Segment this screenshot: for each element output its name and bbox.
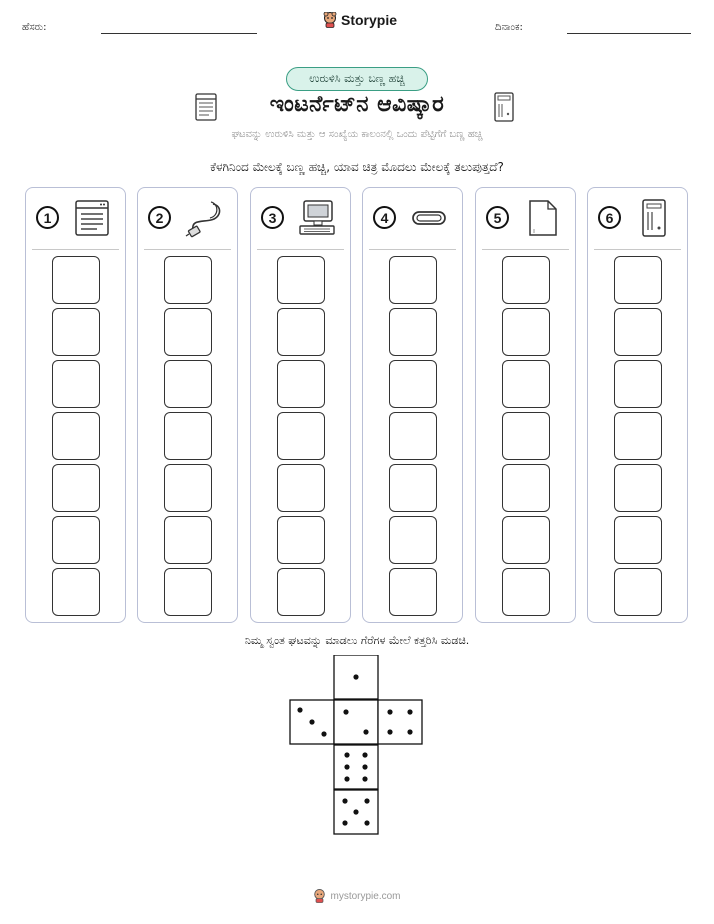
dice-pip xyxy=(344,776,349,781)
column-divider xyxy=(482,249,569,250)
color-box[interactable] xyxy=(614,568,662,616)
color-box[interactable] xyxy=(614,412,662,460)
color-box[interactable] xyxy=(614,360,662,408)
color-box[interactable] xyxy=(277,256,325,304)
column-6 xyxy=(587,187,688,623)
column-divider xyxy=(594,249,681,250)
color-box[interactable] xyxy=(52,308,100,356)
column-1 xyxy=(25,187,126,623)
color-box[interactable] xyxy=(164,464,212,512)
column-number: 4 xyxy=(373,206,396,229)
dice-pip xyxy=(344,764,349,769)
column-divider xyxy=(369,249,456,250)
color-box[interactable] xyxy=(52,256,100,304)
column-number: 3 xyxy=(261,206,284,229)
column-3 xyxy=(250,187,351,623)
color-box[interactable] xyxy=(614,256,662,304)
dice-face-4 xyxy=(378,700,422,744)
color-box[interactable] xyxy=(389,360,437,408)
color-box[interactable] xyxy=(52,360,100,408)
color-box[interactable] xyxy=(164,360,212,408)
dice-pip xyxy=(362,764,367,769)
color-box[interactable] xyxy=(52,464,100,512)
document-icon xyxy=(521,198,563,238)
color-box[interactable] xyxy=(389,308,437,356)
subtitle: ಘಟವನ್ನು ಉರುಳಿಸಿ ಮತ್ತು ಆ ಸಂಖ್ಯೆಯ ಕಾಲಂನಲ್ಲಿ ಒಂದು ಪೆಟ್ಟಿಗೆಗೆ ಬಣ್ಣ ಹಚ್ಚಿ xyxy=(231,129,483,140)
name-line[interactable] xyxy=(101,33,257,34)
dice-pip xyxy=(344,752,349,757)
color-box[interactable] xyxy=(52,516,100,564)
column-divider xyxy=(32,249,119,250)
dice-pip xyxy=(297,707,302,712)
footer-url[interactable]: mystorypie.com xyxy=(330,890,401,902)
column-number: 1 xyxy=(36,206,59,229)
color-box[interactable] xyxy=(502,256,550,304)
color-box[interactable] xyxy=(502,464,550,512)
dice-face-5 xyxy=(334,790,378,834)
color-box[interactable] xyxy=(164,256,212,304)
column-4 xyxy=(362,187,463,623)
dice-pip xyxy=(407,729,412,734)
dice-face-2 xyxy=(334,700,378,744)
dice-face-3 xyxy=(290,700,334,744)
dice-pip xyxy=(321,731,326,736)
column-divider xyxy=(144,249,231,250)
date-label: ದಿನಾಂಕ: xyxy=(495,22,523,33)
brand-name: Storypie xyxy=(341,12,398,28)
column-number: 6 xyxy=(598,206,621,229)
activity-badge: ಉರುಳಿಸಿ ಮತ್ತು ಬಣ್ಣ ಹಚ್ಚಿ xyxy=(286,67,428,91)
color-box[interactable] xyxy=(52,412,100,460)
computer-icon xyxy=(296,198,338,238)
dice-pip xyxy=(353,674,358,679)
color-box[interactable] xyxy=(164,568,212,616)
page-title: ಇಂಟರ್ನೆಟ್‌ನ ಆವಿಷ್ಕಾರ xyxy=(269,92,445,117)
dice-pip xyxy=(342,820,347,825)
brand xyxy=(323,12,397,28)
column-divider xyxy=(257,249,344,250)
column-number: 2 xyxy=(148,206,171,229)
storypie-logo-icon xyxy=(323,12,337,28)
color-box[interactable] xyxy=(277,568,325,616)
color-box[interactable] xyxy=(502,568,550,616)
color-box[interactable] xyxy=(277,464,325,512)
color-box[interactable] xyxy=(277,360,325,408)
color-box[interactable] xyxy=(389,256,437,304)
dice-face-6 xyxy=(334,745,378,789)
cable-icon xyxy=(183,198,225,238)
color-box[interactable] xyxy=(389,412,437,460)
link-icon xyxy=(408,198,450,238)
dice-pip xyxy=(363,729,368,734)
color-box[interactable] xyxy=(614,516,662,564)
color-box[interactable] xyxy=(277,308,325,356)
footer xyxy=(0,889,714,903)
color-box[interactable] xyxy=(389,516,437,564)
dice-face-1 xyxy=(334,655,378,699)
column-5 xyxy=(475,187,576,623)
dice-pip xyxy=(353,809,358,814)
color-box[interactable] xyxy=(502,360,550,408)
color-box[interactable] xyxy=(389,464,437,512)
dice-net xyxy=(289,655,425,835)
column-2 xyxy=(137,187,238,623)
color-box[interactable] xyxy=(52,568,100,616)
color-box[interactable] xyxy=(502,516,550,564)
color-box[interactable] xyxy=(164,308,212,356)
browser-window-icon xyxy=(71,198,113,238)
color-box[interactable] xyxy=(502,308,550,356)
dice-pip xyxy=(343,709,348,714)
column-number: 5 xyxy=(486,206,509,229)
storypie-mascot-icon xyxy=(313,889,326,903)
color-box[interactable] xyxy=(277,516,325,564)
color-box[interactable] xyxy=(277,412,325,460)
dice-pip xyxy=(387,709,392,714)
date-line[interactable] xyxy=(567,33,691,34)
color-box[interactable] xyxy=(614,308,662,356)
dice-pip xyxy=(364,820,369,825)
dice-pip xyxy=(362,776,367,781)
server-icon xyxy=(493,92,515,122)
color-box[interactable] xyxy=(164,412,212,460)
dice-pip xyxy=(362,752,367,757)
dice-pip xyxy=(407,709,412,714)
color-box[interactable] xyxy=(614,464,662,512)
color-box[interactable] xyxy=(502,412,550,460)
cut-instruction: ನಿಮ್ಮ ಸ್ವಂತ ಘಟವನ್ನು ಮಾಡಲು ಗೆರೆಗಳ ಮೇಲೆ ಕತ್ತರಿಸಿ ಮಡಚಿ. xyxy=(244,634,470,647)
dice-pip xyxy=(342,798,347,803)
color-box[interactable] xyxy=(164,516,212,564)
name-label: ಹೆಸರು: xyxy=(22,22,47,33)
question: ಕೆಳಗಿನಿಂದ ಮೇಲಕ್ಕೆ ಬಣ್ಣ ಹಚ್ಚಿ, ಯಾವ ಚಿತ್ರ ಮೊದಲು ಮೇಲಕ್ಕೆ ತಲುಪುತ್ತದೆ? xyxy=(210,160,504,174)
color-box[interactable] xyxy=(389,568,437,616)
server-icon xyxy=(633,198,675,238)
dice-pip xyxy=(364,798,369,803)
dice-pip xyxy=(387,729,392,734)
dice-pip xyxy=(309,719,314,724)
